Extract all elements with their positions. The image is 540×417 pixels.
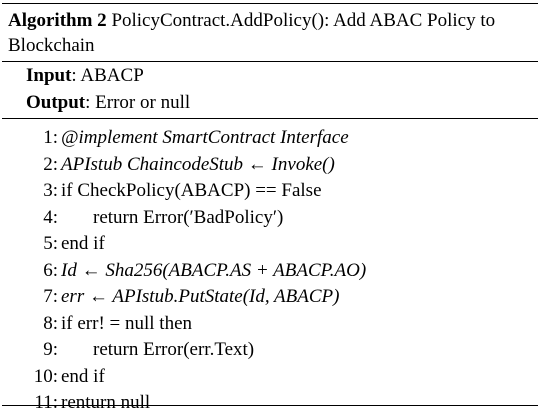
code-line-7 bbox=[2, 284, 538, 311]
line-text: return Error(err.Text) bbox=[93, 339, 255, 360]
code-line-4 bbox=[2, 205, 538, 232]
line-text: err ← APIstub.PutState(Id, ABACP) bbox=[61, 286, 340, 307]
code-line-3 bbox=[2, 178, 538, 205]
input-label: Input bbox=[26, 65, 72, 86]
code-line-8 bbox=[2, 311, 538, 338]
line-number: 4: bbox=[43, 206, 58, 228]
line-text: Id ← Sha256(ABACP.AS + ABACP.AO) bbox=[61, 259, 367, 281]
line-text: if err! = null then bbox=[61, 312, 193, 334]
code-line-6 bbox=[2, 258, 538, 285]
bottom-rule bbox=[2, 405, 538, 406]
algorithm-body bbox=[2, 119, 538, 417]
line-number: 1: bbox=[43, 127, 58, 148]
line-number: 6: bbox=[43, 259, 58, 281]
line-number: 10: bbox=[33, 365, 58, 387]
code-line-9 bbox=[2, 337, 538, 364]
input-value: : ABACP bbox=[71, 65, 144, 86]
code-line-10 bbox=[2, 364, 538, 391]
output-row bbox=[2, 91, 538, 118]
line-text: end if bbox=[61, 365, 105, 387]
output-label: Output bbox=[26, 92, 86, 113]
line-number: 9: bbox=[43, 339, 58, 360]
input-row bbox=[2, 62, 538, 91]
line-text: return Error(′BadPolicy′) bbox=[93, 206, 284, 228]
line-text: end if bbox=[61, 233, 105, 254]
line-number: 2: bbox=[43, 153, 58, 175]
code-line-5 bbox=[2, 231, 538, 258]
line-number: 5: bbox=[43, 233, 58, 254]
algorithm-block bbox=[2, 3, 538, 417]
line-text: @implement SmartContract Interface bbox=[61, 127, 349, 148]
algorithm-caption: PolicyContract.AddPolicy(): Add ABAC Policy to Blockchain bbox=[8, 10, 496, 56]
algorithm-label: Algorithm 2 bbox=[8, 10, 107, 31]
line-number: 7: bbox=[43, 286, 58, 307]
line-number: 3: bbox=[43, 180, 58, 201]
line-text: if CheckPolicy(ABACP) == False bbox=[61, 180, 322, 201]
line-text: APIstub ChaincodeStub ← Invoke() bbox=[61, 153, 335, 175]
code-line-2 bbox=[2, 152, 538, 179]
output-value: : Error or null bbox=[85, 92, 191, 113]
algorithm-title bbox=[2, 4, 538, 61]
line-number: 8: bbox=[43, 312, 58, 334]
line-text: renturn null bbox=[61, 392, 151, 413]
code-line-1 bbox=[2, 125, 538, 152]
line-number: 11: bbox=[34, 392, 58, 413]
